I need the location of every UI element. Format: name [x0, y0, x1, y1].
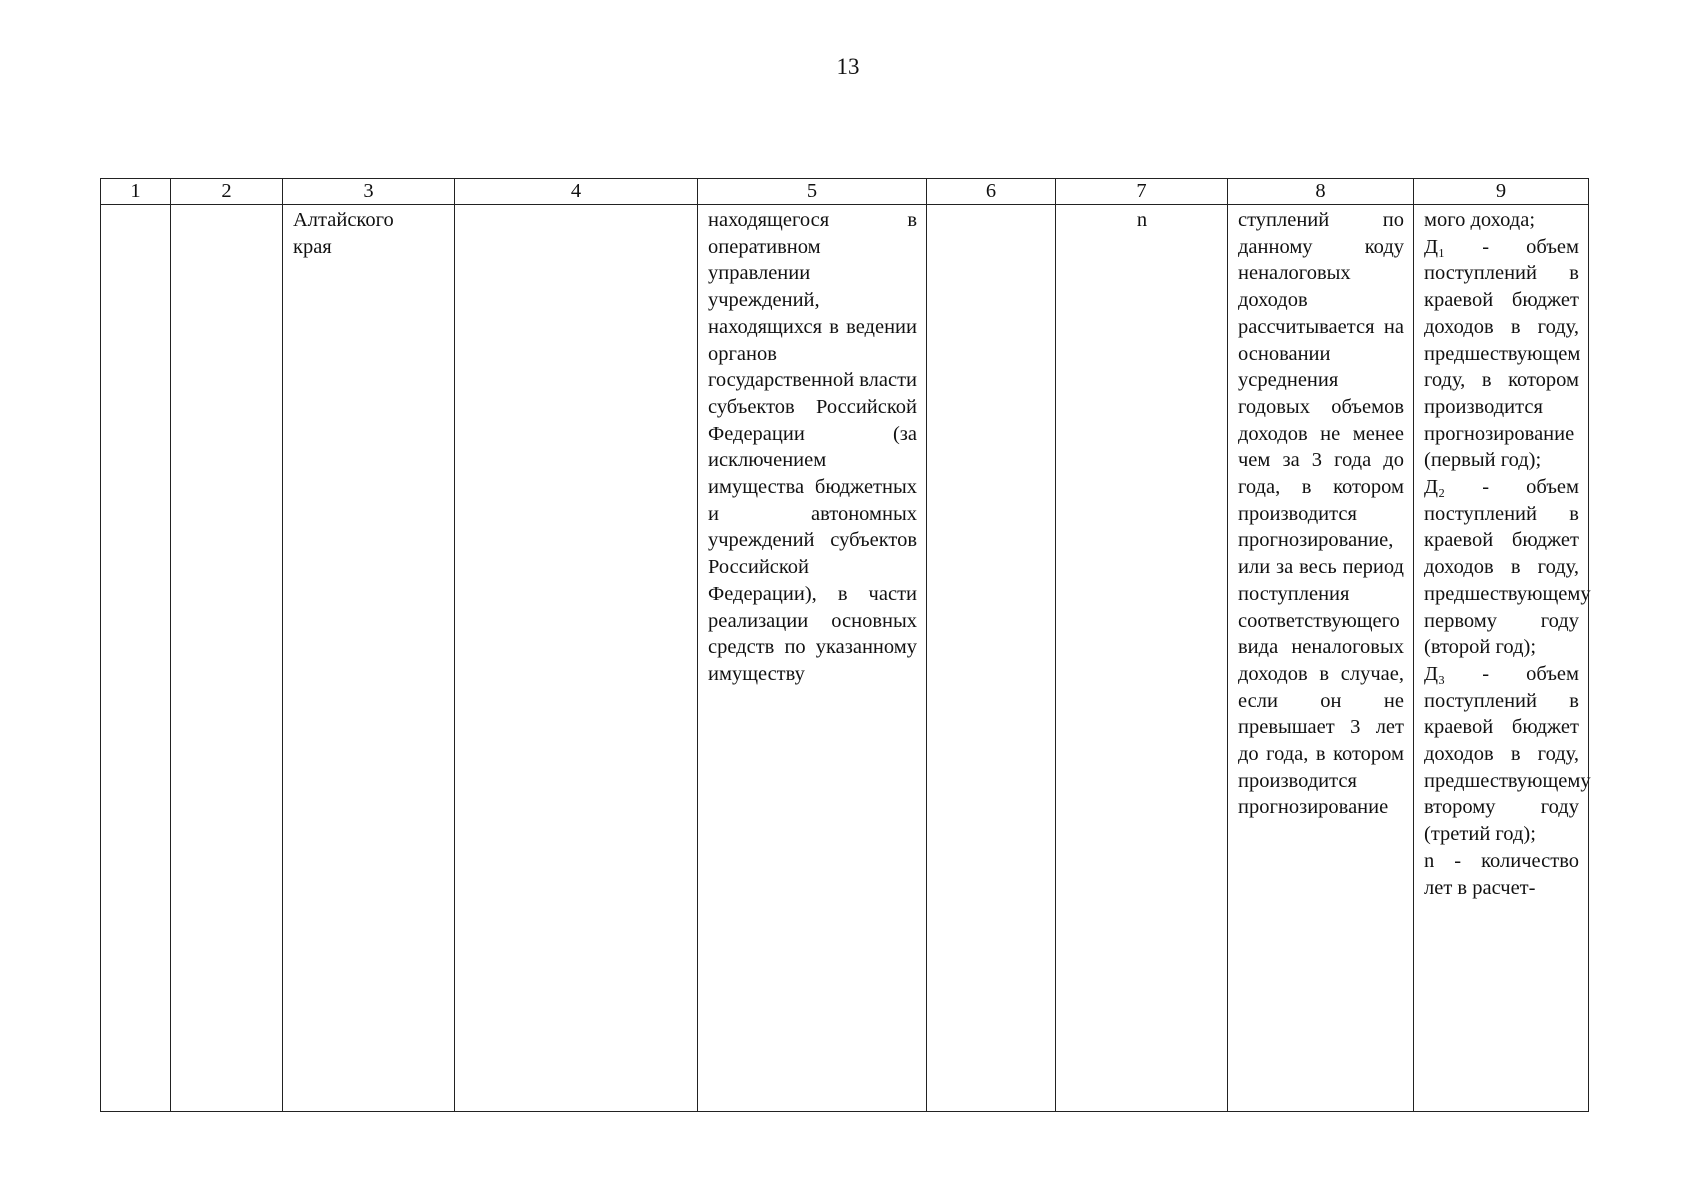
cell-col4 — [455, 205, 698, 1112]
column-header: 3 — [283, 179, 455, 205]
cell-col2 — [171, 205, 283, 1112]
table-row — [101, 205, 1589, 1112]
column-header: 4 — [455, 179, 698, 205]
page-number: 13 — [836, 54, 860, 79]
column-header: 1 — [101, 179, 171, 205]
column-header: 9 — [1414, 179, 1589, 205]
cell-col7: n — [1056, 205, 1228, 1112]
cell-col1 — [101, 205, 171, 1112]
cell-col6 — [927, 205, 1056, 1112]
data-table — [100, 178, 1589, 1112]
column-header: 2 — [171, 179, 283, 205]
table-header-row — [101, 179, 1589, 205]
column-header: 5 — [698, 179, 927, 205]
cell-col8: ступлений по данному коду неналоговых доходов рассчитывается на основании усреднения годовых объемов доходов не менее чем за 3 года до года, в котором производится прогнозирование, или за весь период поступления соответствующего вида неналоговых доходов в случае, если он не превышает 3 лет до года, в котором производится прогнозирование — [1228, 205, 1414, 1112]
column-header: 6 — [927, 179, 1056, 205]
column-header: 7 — [1056, 179, 1228, 205]
column-header: 8 — [1228, 179, 1414, 205]
cell-col3: Алтайского края — [283, 205, 455, 1112]
cell-col9: мого дохода; Д₁ - объем поступлений в краевой бюджет доходов в году, предшествующем году, в котором производится прогнозирование (первый год); Д₂ - объем поступлений в краевой бюджет доходов в году, предшествующему первому году (второй год); Д₃ - объем поступлений в краевой бюджет доходов в году, предшествующему второму году (третий год); n - количество лет в расчет- — [1414, 205, 1589, 1112]
cell-col5: находящегося в оперативном управлении учреждений, находящихся в ведении органов государственной власти субъектов Российской Федерации (за исключением имущества бюджетных и автономных учреждений субъектов Российской Федерации), в части реализации основных средств по указанному имуществу — [698, 205, 927, 1112]
